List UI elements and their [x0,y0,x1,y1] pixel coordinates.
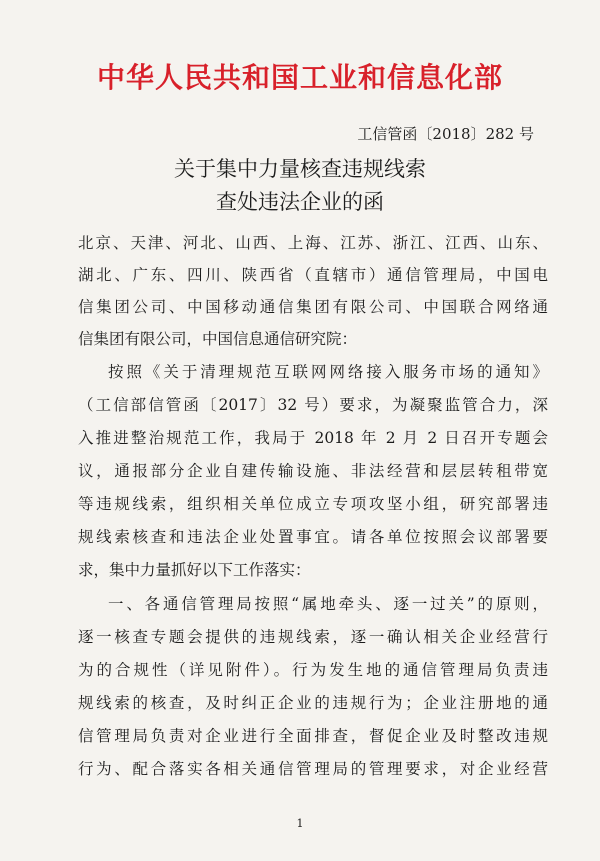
body-line: 入推进整治规范工作，我局于 2018 年 2 月 2 日召开专题会 [78,429,548,447]
body-line: 议，通报部分企业自建传输设施、非法经营和层层转租带宽 [78,462,548,480]
document-title-line-2: 查处违法企业的函 [216,190,384,214]
body-line: 信集团公司、中国移动通信集团有限公司、中国联合网络通 [78,298,548,316]
body-line: 湖北、广东、四川、陕西省（直辖市）通信管理局，中国电 [78,266,548,284]
body-line: 求，集中力量抓好以下工作落实： [78,561,311,579]
issuing-organization-header: 中华人民共和国工业和信息化部 [96,61,503,94]
body-line: 规线索的核查，及时纠正企业的违规行为；企业注册地的通 [78,694,548,712]
body-line: 逐一核查专题会提供的违规线索，逐一确认相关企业经营行 [78,628,548,646]
body-line: 行为、配合落实各相关通信管理局的管理要求，对企业经营 [78,760,548,778]
document-title-line-1: 关于集中力量核查违规线索 [174,157,426,181]
document-number: 工信管函〔2018〕282 号 [357,125,534,143]
body-line: （工信部信管函〔2017〕32 号）要求，为凝聚监管合力，深 [78,396,548,414]
body-line: 为的合规性（详见附件）。行为发生地的通信管理局负责违 [78,661,548,679]
body-line: 一、各通信管理局按照“属地牵头、逐一过关”的原则， [108,595,548,613]
body-line: 信管理局负责对企业进行全面排查，督促企业及时整改违规 [78,727,548,745]
page-number: 1 [296,817,304,830]
body-line: 等违规线索，组织相关单位成立专项攻坚小组，研究部署违 [78,495,548,513]
body-line: 按照《关于清理规范互联网网络接入服务市场的通知》 [108,363,548,381]
body-line: 信集团有限公司，中国信息通信研究院： [78,330,358,348]
body-line: 规线索核查和违法企业处置事宜。请各单位按照会议部署要 [78,528,548,546]
body-line: 北京、天津、河北、山西、上海、江苏、浙江、江西、山东、 [78,234,548,252]
